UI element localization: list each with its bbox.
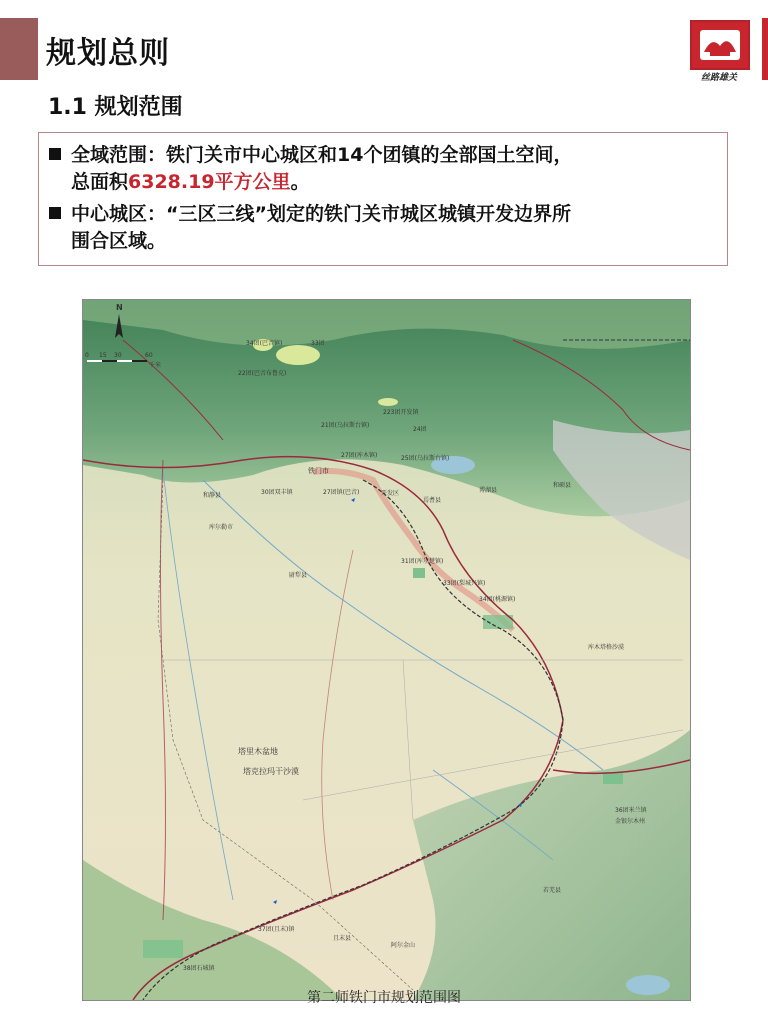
bullet-square-icon: [49, 148, 61, 160]
north-label: N: [116, 303, 123, 312]
map-label-kuerle: 库尔勒市: [209, 524, 234, 531]
map-label-t33: 33团: [311, 340, 325, 347]
logo-emblem-icon: [690, 20, 750, 70]
bullet1-line2-suffix: 。: [290, 171, 310, 193]
right-accent-bar: [762, 18, 768, 80]
bullet1-label: 全域范围：: [71, 144, 167, 166]
bullet2-label: 中心城区：: [71, 203, 167, 225]
scale-label-30: 30: [114, 352, 122, 359]
map-label-t37: 37团(且末)镇: [258, 926, 295, 933]
map-label-arjin: 阿尔金山: [391, 942, 416, 949]
total-area-value: 6328.19平方公里: [128, 171, 291, 193]
map-label-t25: 25团(乌拉斯台镇): [401, 455, 450, 462]
section-subtitle: 1.1 规划范围: [48, 95, 183, 120]
map-label-t30: 30团双丰镇: [261, 489, 293, 496]
map-label-yuli: 尉犁县: [289, 572, 308, 579]
map-label-t27: 27团(库木镇): [341, 452, 378, 459]
map-label-heshuo: 和硕县: [553, 482, 572, 489]
map-label-ruoqiang: 若羌县: [543, 887, 562, 894]
bullet-central-district: [49, 201, 571, 228]
scale-label-15: 15: [99, 352, 107, 359]
page-title: 规划总则: [46, 36, 170, 71]
bullet2-line2: 围合区域。: [71, 230, 167, 252]
map-label-city: 铁门市: [308, 467, 329, 475]
map-label-jinshan: 金银尔木州: [615, 818, 646, 825]
map-caption: 第二师铁门市规划范围图: [307, 990, 461, 1006]
map-label-t21: 21团(乌拉斯台镇): [321, 422, 370, 429]
map-label-tarim: 塔里木盆地: [238, 747, 278, 756]
map-label-hejing: 和静县: [203, 492, 222, 499]
logo-caption: 丝路雄关: [700, 73, 737, 83]
map-label-t33b: 33团(梨城兴镇): [443, 580, 486, 587]
map-label-t24: 24团: [413, 426, 427, 433]
map-label-t22: 22团(巴音布鲁克): [238, 370, 287, 377]
scope-text-box: [38, 132, 728, 266]
map-label-yanqi: 焉耆县: [423, 497, 442, 504]
map-label-t36: 36团米兰镇: [615, 807, 647, 814]
bullet1-text: 铁门关市中心城区和14个团镇的全部国土空间，: [166, 144, 573, 166]
map-label-bohu: 博湖县: [479, 487, 498, 494]
map-label-taklamakan: 塔克拉玛干沙漠: [243, 767, 299, 776]
bullet-global-scope-line2: [71, 169, 310, 196]
logo: [690, 20, 748, 82]
scale-label-60: 60: [145, 352, 153, 359]
map-label-t34b: 34团(桃源镇): [479, 596, 516, 603]
bullet-global-scope: [49, 142, 572, 169]
map-label-kumtag: 库木塔格沙漠: [588, 644, 625, 651]
bullet1-line2-prefix: 总面积: [71, 171, 129, 193]
map-label-t27b: 27团镇(巴音): [323, 489, 360, 496]
bullet-central-district-line2: [71, 228, 166, 255]
bullet2-text: “三区三线”划定的铁门关市城区城镇开发边界所: [166, 203, 571, 225]
planning-map: [82, 299, 691, 1001]
map-label-t31: 31团(库尔楚镇): [401, 558, 444, 565]
scale-unit: 千米: [149, 362, 162, 369]
title-accent-bar: [0, 18, 38, 80]
map-label-district: 开发区: [381, 490, 400, 497]
map-label-t38: 38团石城镇: [183, 965, 215, 972]
bullet-square-icon: [49, 207, 61, 219]
scale-label-0: 0: [85, 352, 89, 359]
map-label-t223: 223团开发镇: [383, 409, 419, 416]
map-label-qiemo: 且末县: [333, 935, 352, 942]
map-label-t34: 34团(巴音镇): [246, 340, 283, 347]
